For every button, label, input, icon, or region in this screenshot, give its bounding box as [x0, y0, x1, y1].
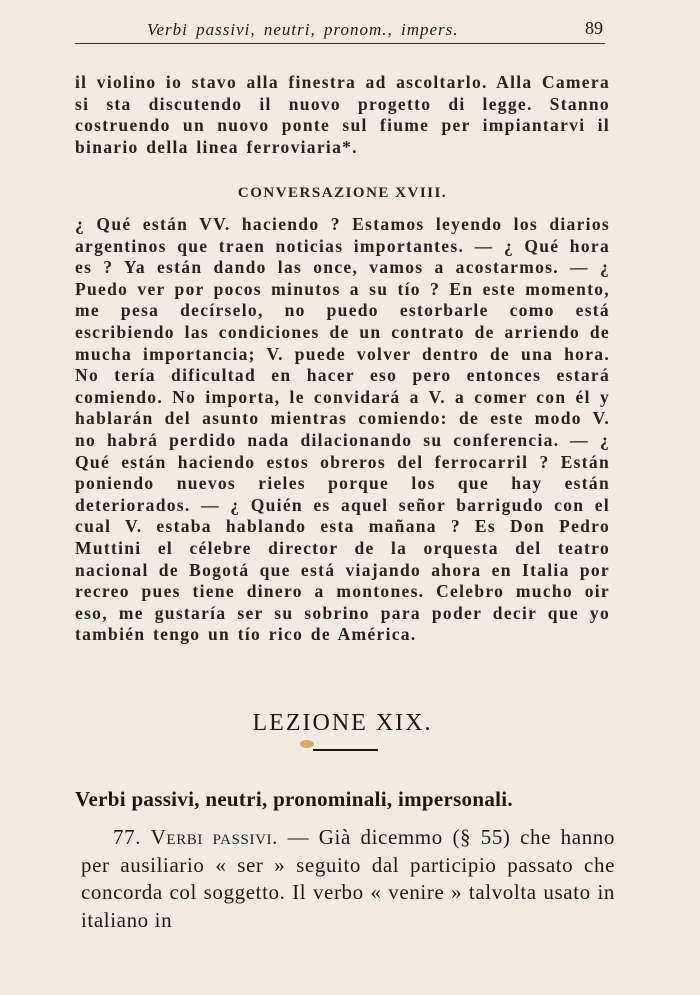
section-heading: Verbi passivi, neutri, pronominali, impersonali.	[75, 787, 513, 811]
running-title: Verbi passivi, neutri, pronom., impers.	[147, 20, 459, 39]
header-rule	[75, 43, 605, 44]
paragraph-number: 77.	[113, 825, 142, 849]
paragraph-label: Verbi passivi.	[150, 825, 278, 849]
conversation-text: ¿ Qué están VV. haciendo ? Estamos leyendo los diarios argentinos que traen noticias importantes. — ¿ Qué hora es ? Ya están dando las once, vamos a acostarmos. — ¿ Puedo ver por pocos minutos a su tío ? En este momento, me pesa decírselo, no puedo estorbarle como está escribiendo las condiciones de un contrato de arriendo de mucha importancia; V. puede volver dentro de una hora. No tería dificultad en hacer eso pero entonces estará comiendo. No importa, le convidará a V. a comer con él y hablarán del asunto mientras comiendo: de este modo V. no habrá perdido nada dilacionando su conferencia. — ¿ Qué están haciendo estos obreros del ferrocarril ? Están poniendo nuevos rieles porque los que hay están deteriorados. — ¿ Quién es aquel señor barrigudo con el cual V. estaba hablando esta mañana ? Es Don Pedro Muttini el célebre director de la orquesta del teatro nacional de Bogotá que está viajando ahora en Italia por recreo pues tiene dinero a montones. Celebro mucho oir eso, me gustaría ser su sobrino para poder decir que yo también tengo un tío rico de América.	[75, 214, 610, 645]
conversation-title: CONVERSAZIONE XVIII.	[237, 185, 448, 201]
top-paragraph: il violino io stavo alla finestra ad ascoltarlo. Alla Camera si sta discutendo il nuovo progetto di legge. Stanno costruendo un nuovo ponte sul fiume per impiantarvi il binario della linea ferroviaria*.	[75, 72, 610, 157]
lesson-rule	[313, 749, 378, 751]
page-number: 89	[585, 18, 603, 38]
paragraph-text: — Già dicemmo (§ 55) che hanno per ausiliario « ser » seguito dal participio passato che concorda col soggetto. Il verbo « venire » talvolta usato in italiano in	[81, 825, 615, 932]
running-header	[75, 14, 607, 44]
lesson-title: LEZIONE XIX.	[252, 710, 433, 736]
ink-spot	[300, 740, 314, 748]
paragraph-77	[81, 824, 615, 934]
